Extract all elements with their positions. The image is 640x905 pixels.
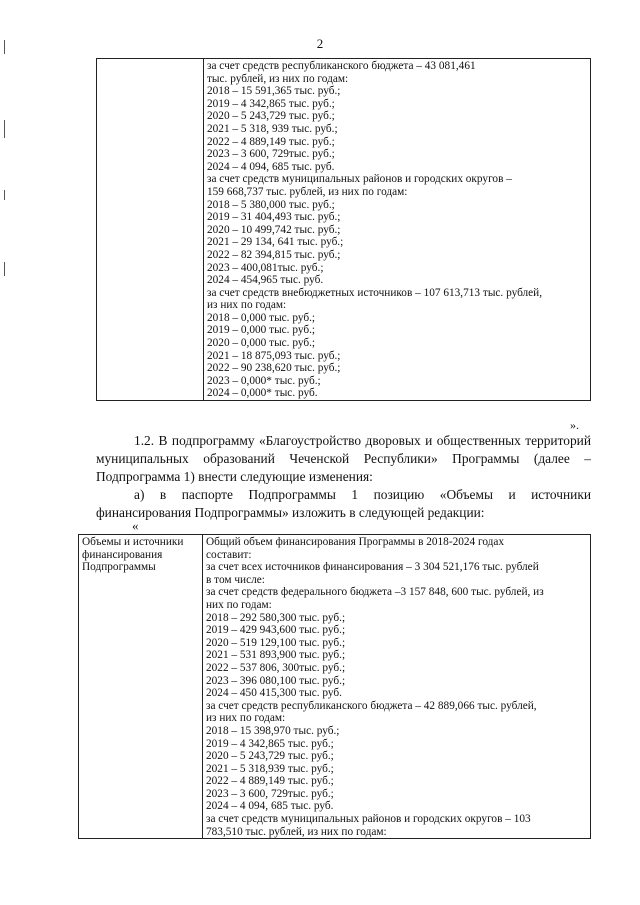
table1-text-line: 2021 – 18 875,093 тыс. руб.; bbox=[207, 349, 341, 362]
table2-text-line: 2021 – 5 318,939 тыс. руб.; bbox=[206, 762, 334, 775]
scan-margin-mark bbox=[4, 40, 5, 54]
table2-text-line: Общий объем финансирования Программы в 2018-2024 годах bbox=[206, 536, 505, 548]
table1-text-line: 2018 – 0,000 тыс. руб.; bbox=[207, 311, 316, 324]
table1-text-line: 2018 – 15 591,365 тыс. руб.; bbox=[207, 85, 341, 98]
table2-left-text-line: Объемы и источники bbox=[82, 536, 184, 548]
table1-text-line: тыс. рублей, из них по годам: bbox=[207, 72, 349, 85]
table2-text-line: 2018 – 292 580,300 тыс. руб.; bbox=[206, 611, 346, 624]
table2-text-line: из них по годам: bbox=[206, 712, 286, 725]
financing-table-continued bbox=[96, 58, 591, 401]
amendment-paragraph-1-2: 1.2. В подпрограмму «Благоустройство дворовых и общественных территорий муниципальных образований Чеченской Республики» Программы (далее – Подпрограмма 1) внести следующие изменения: bbox=[96, 433, 591, 484]
table1-text-line: 2018 – 5 380,000 тыс. руб.; bbox=[207, 198, 335, 211]
table2-text-line: 2024 – 450 415,300 тыс. руб. bbox=[206, 687, 342, 700]
table2-right-cell bbox=[203, 535, 591, 839]
table2-text-line: 2019 – 429 943,600 тыс. руб.; bbox=[206, 624, 346, 637]
table1-text-line: 2020 – 10 499,742 тыс. руб.; bbox=[207, 223, 341, 236]
table1-text-line: из них по годам: bbox=[207, 299, 287, 312]
table2-text-line: 783,510 тыс. рублей, из них по годам: bbox=[206, 825, 387, 838]
table2-text-line: 2023 – 3 600, 729тыс. руб.; bbox=[206, 787, 334, 800]
table1-text-line: 2019 – 0,000 тыс. руб.; bbox=[207, 324, 316, 337]
table1-text-line: 2024 – 454,965 тыс. руб. bbox=[207, 274, 324, 287]
table2-text-line: 2023 – 396 080,100 тыс. руб.; bbox=[206, 674, 346, 687]
table2-text-line: за счет средств республиканского бюджета – 42 889,066 тыс. рублей, bbox=[206, 699, 537, 712]
table1-text-line: 2020 – 0,000 тыс. руб.; bbox=[207, 337, 316, 350]
table1-text-line: за счет средств муниципальных районов и городских округов – bbox=[207, 173, 512, 186]
table2-text-line: за счет средств муниципальных районов и городских округов – 103 bbox=[206, 813, 531, 826]
table1-text-line: 159 668,737 тыс. рублей, из них по годам: bbox=[207, 185, 408, 198]
table2-left-lines bbox=[82, 536, 199, 574]
table2-left-text-line: финансирования bbox=[82, 548, 163, 561]
table1-text-line: 2020 – 5 243,729 тыс. руб.; bbox=[207, 110, 335, 123]
table2-text-line: за счет всех источников финансирования – 3 304 521,176 тыс. рублей bbox=[206, 561, 539, 574]
table1-text-line: 2024 – 0,000* тыс. руб. bbox=[207, 387, 318, 400]
table1-text-line: 2023 – 0,000* тыс. руб.; bbox=[207, 374, 321, 387]
amendment-paragraph-a: а) в паспорте Подпрограммы 1 позицию «Объемы и источники финансирования Подпрограммы» изложить в следующей редакции: bbox=[96, 487, 591, 520]
table1-text-line: 2022 – 90 238,620 тыс. руб.; bbox=[207, 362, 341, 375]
table1-text-line: 2023 – 3 600, 729тыс. руб.; bbox=[207, 148, 335, 161]
table2-left-text-line: Подпрограммы bbox=[82, 561, 156, 574]
scan-margin-mark bbox=[4, 190, 5, 200]
table2-text-line: 2021 – 531 893,900 тыс. руб.; bbox=[206, 649, 346, 662]
table2-text-line: них по годам: bbox=[206, 598, 272, 611]
table1-text-line: 2021 – 29 134, 641 тыс. руб.; bbox=[207, 236, 344, 249]
table2-text-line: 2019 – 4 342,865 тыс. руб.; bbox=[206, 737, 334, 750]
table1-text-line: 2019 – 31 404,493 тыс. руб.; bbox=[207, 211, 341, 224]
table2-text-line: за счет средств федерального бюджета –3 157 848, 600 тыс. рублей, из bbox=[206, 586, 544, 599]
table2-text-line: 2022 – 537 806, 300тыс. руб.; bbox=[206, 661, 346, 674]
table2-text-line: составит: bbox=[206, 548, 252, 561]
table1-text-line: 2021 – 5 318, 939 тыс. руб.; bbox=[207, 122, 338, 135]
table2-text-line: в том числе: bbox=[206, 573, 265, 586]
table1-text-line: 2022 – 4 889,149 тыс. руб.; bbox=[207, 135, 335, 148]
opening-quote-mark: « bbox=[132, 518, 139, 533]
table1-left-cell bbox=[97, 59, 204, 401]
closing-quote-mark: ». bbox=[570, 418, 579, 432]
table1-text-line: 2022 – 82 394,815 тыс. руб.; bbox=[207, 248, 341, 261]
table1-text-line: 2023 – 400,081тыс. руб.; bbox=[207, 261, 324, 274]
table1-text-line: за счет средств республиканского бюджета – 43 081,461 bbox=[207, 60, 476, 72]
table2-left-cell bbox=[79, 535, 203, 839]
table2-text-line: 2018 – 15 398,970 тыс. руб.; bbox=[206, 724, 340, 737]
table1-right-cell bbox=[204, 59, 591, 401]
page-number: 2 bbox=[316, 36, 324, 51]
table1-lines bbox=[207, 60, 587, 400]
scan-margin-mark bbox=[4, 262, 5, 276]
table2-text-line: 2020 – 5 243,729 тыс. руб.; bbox=[206, 750, 334, 763]
table1-text-line: за счет средств внебюджетных источников – 107 613,713 тыс. рублей, bbox=[207, 286, 543, 299]
table2-lines bbox=[206, 536, 587, 838]
scan-margin-mark bbox=[4, 120, 5, 138]
table1-text-line: 2024 – 4 094, 685 тыс. руб. bbox=[207, 160, 335, 173]
table2-text-line: 2022 – 4 889,149 тыс. руб.; bbox=[206, 775, 334, 788]
table2-text-line: 2024 – 4 094, 685 тыс. руб. bbox=[206, 800, 334, 813]
financing-table-new-edition bbox=[78, 534, 591, 839]
table2-text-line: 2020 – 519 129,100 тыс. руб.; bbox=[206, 636, 346, 649]
table1-text-line: 2019 – 4 342,865 тыс. руб.; bbox=[207, 97, 335, 110]
